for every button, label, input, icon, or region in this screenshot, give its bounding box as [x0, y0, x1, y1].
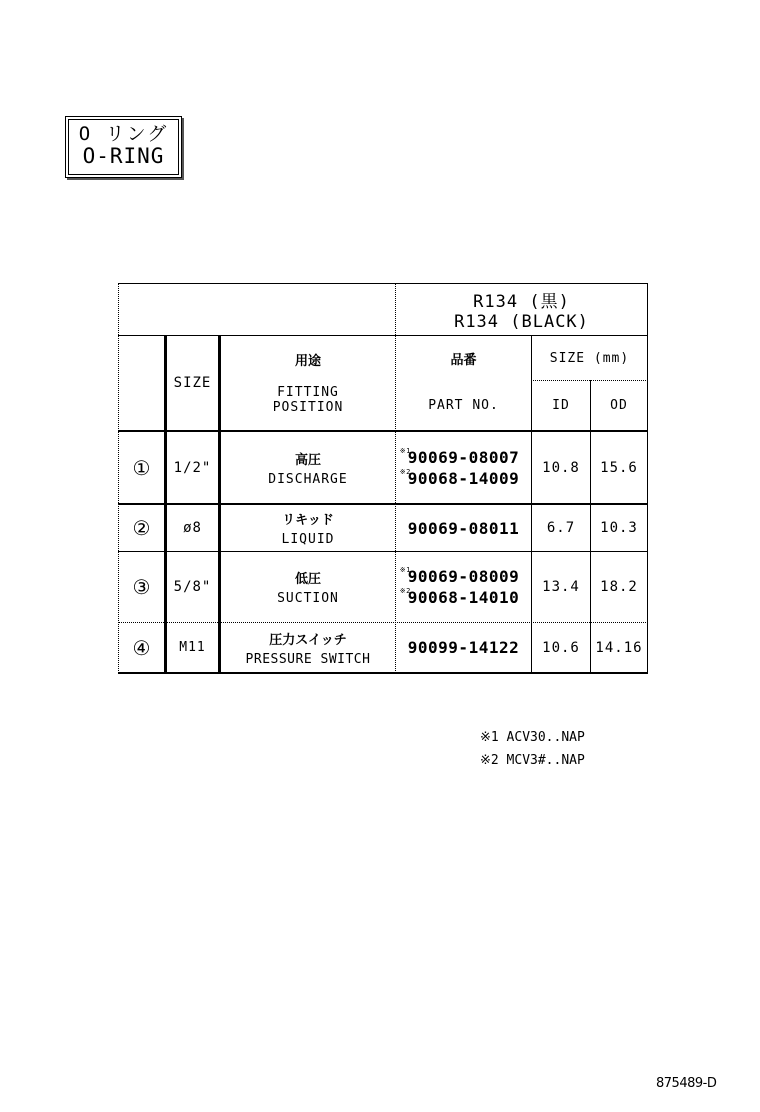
group-header-jp: R134 (黒): [473, 292, 570, 312]
row-od-value: 14.16: [595, 639, 643, 656]
header-od: [591, 381, 647, 430]
row-number-label: ④: [132, 635, 151, 660]
row-size-label: ø8: [183, 520, 202, 536]
part-number-value: 90069-08009: [407, 567, 520, 586]
row-od: [591, 505, 647, 551]
row-number: [119, 623, 164, 672]
row-position-en: SUCTION: [277, 591, 339, 606]
footnote-2: ※2 MCV3#..NAP: [480, 753, 585, 768]
row-size: [167, 623, 218, 672]
footnote-mark: ※2: [399, 467, 411, 476]
header-size: [167, 336, 218, 430]
footnote-mark: ※1: [399, 566, 411, 574]
row-size-label: 1/2": [173, 459, 212, 476]
row-number: [119, 432, 164, 503]
footnote-1: ※1 ACV30..NAP: [480, 730, 585, 745]
title-japanese: O リング: [78, 123, 169, 145]
part-number: [408, 518, 519, 539]
header-od-label: OD: [610, 398, 628, 413]
row-od-value: 18.2: [600, 579, 638, 595]
row-number-label: ②: [132, 516, 151, 540]
row-position-en: LIQUID: [281, 532, 335, 547]
row-id-value: 13.4: [542, 579, 580, 595]
header-id-label: ID: [552, 398, 570, 413]
part-number: [399, 566, 520, 587]
header-size-mm: [532, 336, 647, 380]
part-number: [399, 467, 520, 489]
row-id: [532, 432, 590, 503]
row-number-label: ①: [132, 455, 151, 480]
drawing-reference-number: 875489-D: [656, 1076, 717, 1091]
part-number-value: 90069-08007: [407, 447, 520, 467]
row-od-value: 10.3: [600, 520, 638, 536]
row-part-no: [396, 552, 531, 622]
footnote-mark: ※2: [399, 587, 411, 595]
part-number-value: 90068-14010: [407, 588, 520, 607]
group-header-en: R134 (BLACK): [454, 312, 589, 332]
row-position-en: PRESSURE SWITCH: [245, 651, 371, 667]
part-number: [408, 637, 519, 658]
header-part-no-en: PART NO.: [428, 398, 499, 413]
part-number-value: 90068-14009: [407, 468, 520, 488]
row-part-no: [396, 432, 531, 503]
row-od: [591, 552, 647, 622]
row-number-label: ③: [132, 575, 151, 599]
row-position-en: DISCHARGE: [268, 471, 348, 487]
row-size-label: 5/8": [173, 579, 212, 595]
header-id: [532, 381, 590, 430]
row-id-value: 6.7: [546, 520, 576, 536]
header-fitting-position-en-1: FITTING: [277, 385, 339, 400]
row-od: [591, 432, 647, 503]
header-part-no-jp-cell: [396, 336, 531, 380]
group-header-cell: [396, 284, 647, 335]
part-number: [399, 446, 520, 468]
row-id-value: 10.6: [542, 639, 580, 656]
row-id-value: 10.8: [542, 459, 580, 476]
row-part-no: [396, 505, 531, 551]
row-od-value: 15.6: [600, 459, 638, 476]
table-border-right: [647, 283, 648, 673]
row-position: [221, 505, 395, 551]
row-number: [119, 505, 164, 551]
table-border-bottom: [118, 672, 648, 674]
row-position: [221, 432, 395, 503]
row-id: [532, 505, 590, 551]
row-position-jp: 圧力スイッチ: [269, 632, 347, 648]
header-size-label: SIZE: [173, 375, 212, 391]
row-number: [119, 552, 164, 622]
header-part-no-jp: 品番: [450, 352, 477, 368]
part-number-value: 90099-14122: [407, 638, 520, 657]
row-size-label: M11: [179, 640, 206, 655]
row-position: [221, 552, 395, 622]
footnote-mark: ※1: [399, 446, 411, 455]
row-part-no: [396, 623, 531, 672]
header-part-no-en-cell: [396, 381, 531, 430]
header-fitting-position-jp: 用途: [294, 354, 321, 369]
row-position-jp: 低圧: [294, 572, 321, 587]
row-size: [167, 432, 218, 503]
row-od: [591, 623, 647, 672]
row-size: [167, 552, 218, 622]
part-number: [399, 587, 520, 608]
row-position-jp: 高圧: [294, 452, 321, 468]
header-size-mm-label: SIZE (mm): [549, 350, 630, 366]
row-size: [167, 505, 218, 551]
row-position: [221, 623, 395, 672]
row-id: [532, 623, 590, 672]
part-number-value: 90069-08011: [407, 518, 520, 538]
row-position-jp: リキッド: [282, 513, 334, 528]
header-fitting-position: [221, 336, 395, 430]
title-english: O-RING: [82, 144, 165, 168]
title-box: [65, 116, 182, 178]
header-fitting-position-en-2: POSITION: [272, 400, 344, 415]
row-id: [532, 552, 590, 622]
